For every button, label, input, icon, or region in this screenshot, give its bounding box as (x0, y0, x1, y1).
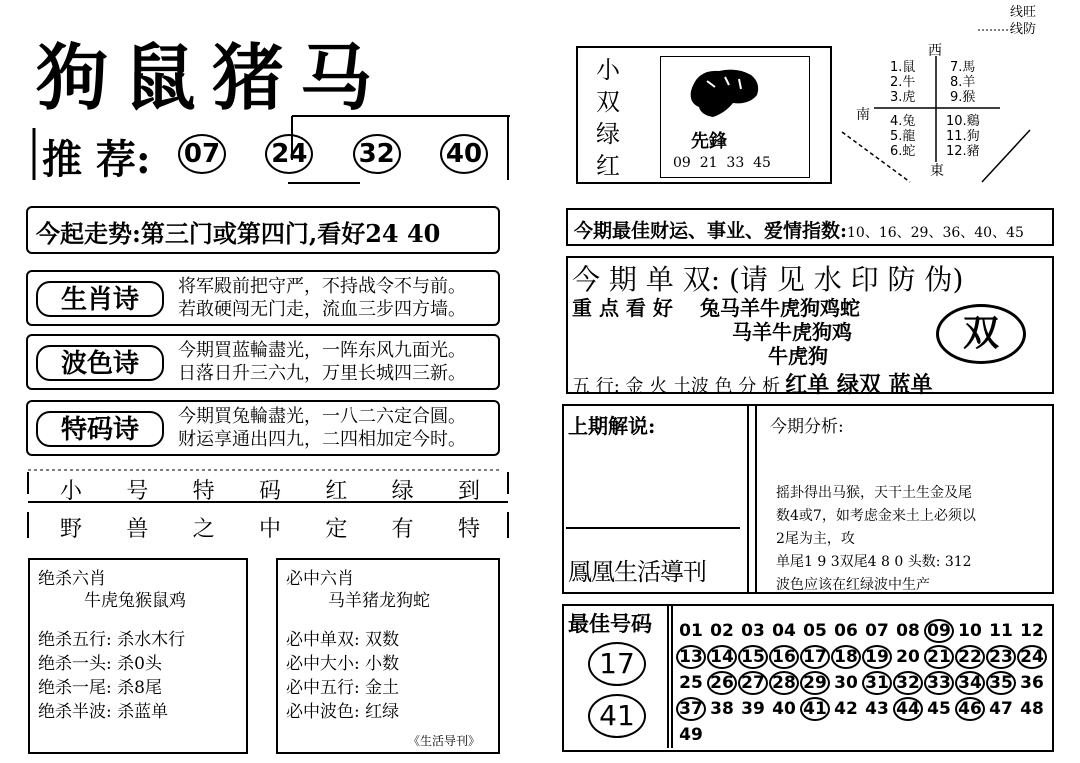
must-line: 必中波色: 红绿 (286, 702, 400, 722)
number: 47 (989, 699, 1013, 719)
number: 38 (710, 699, 734, 719)
trend-box (26, 206, 500, 254)
recommend-numbers (178, 134, 488, 174)
number: 30 (834, 673, 858, 693)
number: 40 (772, 699, 796, 719)
best-pick: 41 (588, 694, 646, 738)
number: 12 (1020, 621, 1044, 641)
must-line: 必中大小: 小数 (286, 654, 400, 674)
number-grid-row (676, 696, 1052, 722)
trend-text: 今起走势:第三门或第四门,看好24 40 (36, 219, 441, 248)
number-circled: 26 (707, 671, 737, 695)
poem-box-zodiac (26, 270, 500, 326)
zodiac-item: 6.蛇 (890, 144, 916, 159)
number-circled: 23 (986, 645, 1016, 669)
oddeven-five-values: 红单 绿双 蓝单 (785, 372, 933, 398)
this-period-label: 今期分析: (770, 417, 844, 437)
must-source: 《生活导刊》 (408, 734, 481, 748)
kill-line: 绝杀一尾: 杀8尾 (38, 678, 162, 698)
number-circled: 28 (769, 671, 799, 695)
compass-note: 线旺 (1010, 5, 1037, 20)
number: 42 (834, 699, 858, 719)
oddeven-line: 马羊牛虎狗鸡 (732, 320, 852, 344)
number-circled: 18 (831, 645, 861, 669)
compass-east: 東 (930, 163, 944, 179)
compass-west: 西 (928, 43, 942, 59)
riddle-char: 号 (126, 479, 149, 504)
number-grid-row (676, 618, 1052, 644)
fortune-label: 今期最佳财运、事业、爱情指数: (574, 220, 848, 242)
last-period-label: 上期解说: (568, 414, 656, 438)
riddle-char: 码 (258, 479, 281, 504)
zodiac-item: 8.羊 (950, 75, 976, 90)
number-circled: 16 (769, 645, 799, 669)
oddeven-badge: 双 (936, 304, 1026, 364)
number-grid-row (676, 644, 1052, 670)
poem-box-color (26, 334, 500, 390)
oddeven-title: 今 期 单 双: (请 见 水 印 防 伪) (572, 263, 964, 296)
oddeven-line: 兔马羊牛虎狗鸡蛇 (700, 296, 860, 320)
number: 01 (679, 621, 703, 641)
compass-notes (1010, 4, 1036, 38)
kill-line: 绝杀五行: 杀水木行 (38, 630, 186, 650)
must-line: 必中五行: 金土 (286, 678, 400, 698)
oddeven-focus-label: 重 点 看 好 (572, 296, 673, 320)
number-circled: 31 (862, 671, 892, 695)
number: 02 (710, 621, 734, 641)
pioneer-side-char: 绿 (596, 120, 620, 148)
poem-line: 将军殿前把守严，不持战令不与前。 (178, 276, 466, 297)
riddle-char: 红 (325, 479, 348, 504)
page-title: 狗鼠猪马 (36, 36, 389, 120)
kill-lines (38, 628, 185, 724)
number: 10 (958, 621, 982, 641)
riddle-char: 定 (325, 517, 348, 542)
kill-line: 绝杀半波: 杀蓝单 (38, 702, 169, 722)
number-circled: 41 (800, 697, 830, 721)
riddle-char: 特 (192, 479, 215, 504)
riddle-char: 有 (391, 517, 414, 542)
compass-right-top (950, 60, 975, 105)
analysis-line: 数4或7，如考虑金来土上必须以 (776, 508, 976, 524)
riddle-row-2 (60, 512, 480, 543)
pioneer-label: 先鋒 (691, 131, 727, 152)
oddeven-box (566, 256, 1054, 398)
poem-label: 生肖诗 (36, 281, 164, 317)
poem-label: 波色诗 (36, 345, 164, 381)
number: 36 (1020, 673, 1044, 693)
pioneer-side-text (596, 54, 620, 182)
oddeven-five-label: 五 行: 金 火 土波 色 分 析 (572, 376, 781, 397)
kill-six-label: 绝杀六肖 (38, 569, 106, 589)
number-circled: 21 (924, 645, 954, 669)
number-circled: 09 (924, 619, 954, 643)
pioneer-side-char: 双 (596, 88, 620, 116)
pioneer-image-frame (660, 56, 810, 178)
compass-left-bottom (890, 114, 915, 159)
zodiac-item: 3.虎 (890, 90, 916, 105)
recommend-number: 40 (440, 134, 488, 174)
number: 04 (772, 621, 796, 641)
compass-right-bottom (946, 114, 980, 159)
analysis-line: 波色应该在红绿波中生产 (776, 577, 930, 593)
must-box (276, 558, 500, 754)
riddle-char: 小 (60, 479, 83, 504)
number-circled: 14 (707, 645, 737, 669)
number-grid (676, 618, 1052, 748)
number: 20 (896, 647, 920, 667)
number-grid-row (676, 722, 1052, 748)
zodiac-item: 10.鷄 (946, 114, 980, 129)
number: 45 (927, 699, 951, 719)
must-six-value: 马羊猪龙狗蛇 (328, 591, 430, 611)
number-circled: 24 (1017, 645, 1047, 669)
oddeven-line: 牛虎狗 (768, 344, 828, 368)
number-circled: 13 (676, 645, 706, 669)
number: 25 (679, 673, 703, 693)
poem-line: 日落日升三六九，万里长城四三新。 (178, 363, 466, 384)
number-circled: 17 (800, 645, 830, 669)
fortune-values: 10、16、29、36、40、45 (847, 225, 1024, 241)
riddle-char: 绿 (391, 479, 414, 504)
zodiac-item: 4.兔 (890, 114, 916, 129)
zodiac-item: 12.豬 (946, 144, 980, 159)
oddeven-five (572, 368, 933, 399)
analysis-line: 2尾为主，攻 (776, 531, 855, 547)
pioneer-side-char: 小 (596, 56, 620, 84)
number-circled: 22 (955, 645, 985, 669)
number: 39 (741, 699, 765, 719)
recommend-number: 07 (178, 134, 226, 174)
riddle-char: 中 (258, 517, 281, 542)
kill-line: 绝杀一头: 杀0头 (38, 654, 162, 674)
recommend-label: 推 荐: (42, 136, 151, 183)
compass-note: 线防 (1010, 22, 1037, 37)
zodiac-item: 5.龍 (890, 129, 916, 144)
riddle-char: 兽 (126, 517, 149, 542)
zodiac-item: 11.狗 (946, 129, 980, 144)
number-circled: 35 (986, 671, 1016, 695)
zodiac-item: 7.馬 (950, 60, 976, 75)
poem-line: 财运享通出四九，二四相加定今时。 (178, 429, 466, 450)
number-circled: 29 (800, 671, 830, 695)
poem-line: 今期買兔輪盡光，一八二六定合圓。 (178, 406, 466, 427)
zodiac-item: 9.猴 (950, 90, 976, 105)
poem-box-special (26, 400, 500, 456)
number-circled: 32 (893, 671, 923, 695)
best-pick: 17 (588, 642, 646, 686)
riddle-char: 特 (457, 517, 480, 542)
riddle-char: 之 (192, 517, 215, 542)
number: 07 (865, 621, 889, 641)
brand-name: 鳳凰生活導刊 (568, 558, 706, 586)
fortune-line (574, 216, 1024, 243)
must-line: 必中单双: 双数 (286, 630, 400, 650)
pioneer-numbers: 09 21 33 45 (673, 155, 771, 171)
kill-box (28, 558, 248, 754)
riddle-char: 野 (60, 517, 83, 542)
number-circled: 46 (955, 697, 985, 721)
pioneer-box (576, 46, 832, 184)
compass-left-top (890, 60, 915, 105)
zodiac-item: 2.牛 (890, 75, 916, 90)
kill-six-value: 牛虎兔猴鼠鸡 (84, 591, 186, 611)
number-circled: 15 (738, 645, 768, 669)
number: 05 (803, 621, 827, 641)
must-lines (286, 628, 399, 724)
number-circled: 27 (738, 671, 768, 695)
riddle-row-1 (60, 474, 480, 505)
poem-line: 若敢硬闯无门走，流血三步四方墙。 (178, 299, 466, 320)
poem-line: 今期買蓝輪盡光，一阵东风九面光。 (178, 340, 466, 361)
compass-south: 南 (856, 107, 870, 123)
analysis-line: 摇卦得出马猴，天干土生金及尾 (776, 485, 972, 501)
recommend-number: 24 (265, 134, 313, 174)
number: 03 (741, 621, 765, 641)
must-six-label: 必中六肖 (286, 569, 354, 589)
number-circled: 44 (893, 697, 923, 721)
number-circled: 19 (862, 645, 892, 669)
analysis-lines (776, 482, 976, 597)
number: 49 (679, 725, 703, 745)
analysis-box (562, 404, 1054, 594)
poem-label: 特码诗 (36, 411, 164, 447)
number-circled: 33 (924, 671, 954, 695)
number-circled: 34 (955, 671, 985, 695)
zodiac-item: 1.鼠 (890, 60, 916, 75)
pioneer-side-char: 红 (596, 152, 620, 180)
recommend-number: 32 (353, 134, 401, 174)
best-label: 最佳号码 (568, 611, 652, 636)
fortune-box (566, 208, 1054, 246)
number: 08 (896, 621, 920, 641)
number-grid-row (676, 670, 1052, 696)
analysis-line: 单尾1 9 3双尾4 8 0 头数: 312 (776, 554, 972, 570)
number: 06 (834, 621, 858, 641)
tiger-icon (685, 61, 765, 123)
number-circled: 37 (676, 697, 706, 721)
number: 11 (989, 621, 1013, 641)
number: 48 (1020, 699, 1044, 719)
number: 43 (865, 699, 889, 719)
riddle-char: 到 (457, 479, 480, 504)
